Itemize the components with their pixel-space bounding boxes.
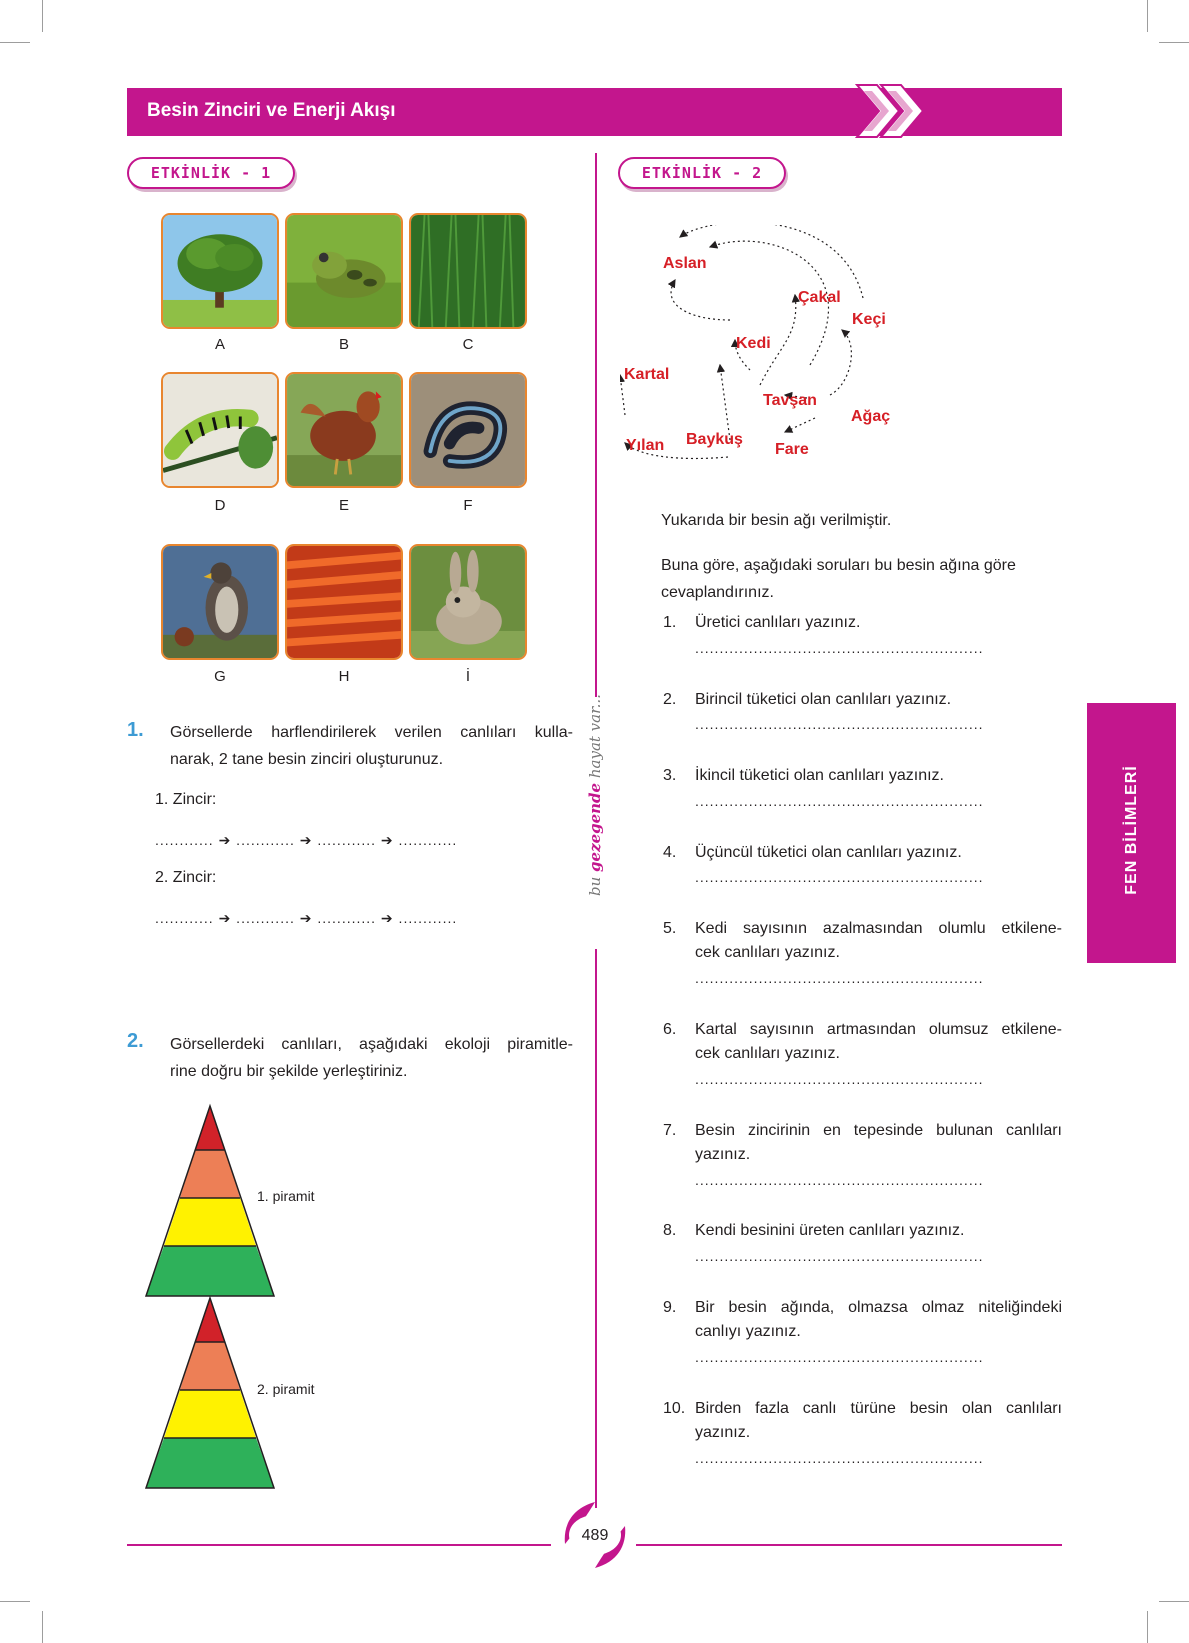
chain-blank[interactable]: ............ ➔ ............ ➔ ............ ➔ ............ bbox=[155, 832, 458, 848]
question-text: canlıyı yazınız. bbox=[695, 1323, 801, 1340]
pyramid-tier bbox=[180, 1150, 240, 1198]
question-text: Bir besin ağında, olmazsa olmaz niteliğindeki bbox=[695, 1299, 1062, 1316]
photo-caption: A bbox=[214, 336, 225, 353]
question-number: 7. bbox=[663, 1122, 677, 1139]
question-text: narak, 2 tane besin zinciri oluşturunuz. bbox=[170, 751, 444, 768]
activity-1-label: ETKİNLİK - 1 bbox=[127, 157, 295, 189]
question-text: Görsellerde harflendirilerek verilen canlıları kulla- bbox=[170, 724, 573, 741]
activity-2-label: ETKİNLİK - 2 bbox=[618, 157, 786, 189]
question-number: 5. bbox=[663, 920, 677, 937]
question-text: rine doğru bir şekilde yerleştiriniz. bbox=[170, 1063, 408, 1080]
frog-icon bbox=[287, 215, 401, 327]
grass-icon bbox=[411, 215, 525, 327]
question-text: Kartal sayısının artmasından olumsuz etkilene- bbox=[695, 1021, 1062, 1038]
intro-text: cevaplandırınız. bbox=[661, 584, 774, 601]
question-number: 2. bbox=[663, 691, 677, 708]
answer-blank[interactable]: ........................................................... bbox=[695, 1349, 984, 1365]
web-node-baykus: Baykuş bbox=[686, 431, 743, 448]
photo-hawk bbox=[161, 544, 279, 660]
chain-blank[interactable]: ............ ➔ ............ ➔ ............ ➔ ............ bbox=[155, 910, 458, 926]
question-number: 6. bbox=[663, 1021, 677, 1038]
question-text: yazınız. bbox=[695, 1146, 751, 1163]
page-number: 489 bbox=[581, 1527, 609, 1544]
footer-line bbox=[127, 1544, 551, 1546]
photo-caption: D bbox=[214, 497, 226, 514]
question-number: 3. bbox=[663, 767, 677, 784]
question-text: Birden fazla canlı türüne besin olan canlıları bbox=[695, 1400, 1062, 1417]
photo-caption: H bbox=[338, 668, 350, 685]
photo-rabbit bbox=[409, 544, 527, 660]
question-text: Kedi sayısının azalmasından olumlu etkilene- bbox=[695, 920, 1062, 937]
question-text: Görsellerdeki canlıları, aşağıdaki ekoloji piramitle- bbox=[170, 1036, 573, 1053]
web-node-cakal: Çakal bbox=[798, 289, 841, 306]
pyramid-2-label: 2. piramit bbox=[257, 1381, 315, 1397]
photo-caption: İ bbox=[465, 668, 471, 685]
pyramid-tier bbox=[180, 1342, 240, 1390]
tree-icon bbox=[163, 215, 277, 327]
footer-line bbox=[636, 1544, 1062, 1546]
question-number: 2. bbox=[127, 1030, 144, 1052]
answer-blank[interactable]: ........................................................... bbox=[695, 640, 984, 656]
motto: bu gezegende hayat var... bbox=[586, 694, 604, 896]
pyramid-tier bbox=[146, 1246, 274, 1296]
web-node-tavsan: Tavşan bbox=[763, 392, 817, 409]
question-text: Üretici canlıları yazınız. bbox=[695, 614, 861, 631]
web-node-kedi: Kedi bbox=[736, 335, 771, 352]
web-node-fare: Fare bbox=[775, 441, 809, 458]
photo-caption: F bbox=[463, 497, 473, 514]
question-number: 10. bbox=[663, 1400, 686, 1417]
web-node-keci: Keçi bbox=[852, 311, 886, 328]
pyramid-tier bbox=[164, 1198, 256, 1246]
question-text: Kendi besinini üreten canlıları yazınız. bbox=[695, 1222, 965, 1239]
question-text: yazınız. bbox=[695, 1424, 751, 1441]
question-text: cek canlıları yazınız. bbox=[695, 944, 840, 961]
chain-label: 1. Zincir: bbox=[155, 791, 217, 808]
question-number: 1. bbox=[127, 719, 144, 741]
pyramid-tier bbox=[195, 1298, 225, 1342]
web-node-kartal: Kartal bbox=[624, 366, 670, 383]
hen-icon bbox=[287, 374, 401, 486]
question-text: Üçüncül tüketici olan canlıları yazınız. bbox=[695, 844, 962, 861]
pyramid-tier bbox=[164, 1390, 256, 1438]
photo-grass bbox=[409, 213, 527, 329]
pyramid-tier bbox=[146, 1438, 274, 1488]
answer-blank[interactable]: ........................................................... bbox=[695, 1248, 984, 1264]
photo-caption: G bbox=[214, 668, 226, 685]
chain-label: 2. Zincir: bbox=[155, 869, 217, 886]
photo-caption: C bbox=[462, 336, 474, 353]
web-node-aslan: Aslan bbox=[663, 255, 707, 272]
photo-caption: E bbox=[338, 497, 349, 514]
web-node-yilan: Yılan bbox=[626, 437, 665, 454]
answer-blank[interactable]: ........................................................... bbox=[695, 1172, 984, 1188]
web-node-agac: Ağaç bbox=[851, 408, 891, 425]
pyramid-tier bbox=[195, 1106, 225, 1150]
question-text: İkincil tüketici olan canlıları yazınız. bbox=[695, 767, 944, 784]
intro-text: Yukarıda bir besin ağı verilmiştir. bbox=[661, 512, 892, 529]
question-text: cek canlıları yazınız. bbox=[695, 1045, 840, 1062]
question-number: 8. bbox=[663, 1222, 677, 1239]
question-number: 1. bbox=[663, 614, 677, 631]
rabbit-icon bbox=[411, 546, 525, 658]
carrots-icon bbox=[287, 546, 401, 658]
hawk-icon bbox=[163, 546, 277, 658]
page-title: Besin Zinciri ve Enerji Akışı bbox=[147, 100, 396, 121]
question-text: Besin zincirinin en tepesinde bulunan canlıları bbox=[695, 1122, 1062, 1139]
pyramid-1-label: 1. piramit bbox=[257, 1188, 315, 1204]
answer-blank[interactable]: ........................................................... bbox=[695, 970, 984, 986]
chevron-right-icon bbox=[855, 82, 925, 140]
caterpillar-icon bbox=[163, 374, 277, 486]
question-number: 9. bbox=[663, 1299, 677, 1316]
answer-blank[interactable]: ........................................................... bbox=[695, 869, 984, 885]
photo-caption: B bbox=[338, 336, 349, 353]
snake-icon bbox=[411, 374, 525, 486]
answer-blank[interactable]: ........................................................... bbox=[695, 716, 984, 732]
intro-text: Buna göre, aşağıdaki soruları bu besin ağına göre bbox=[661, 557, 1016, 574]
photo-hen bbox=[285, 372, 403, 488]
question-number: 4. bbox=[663, 844, 677, 861]
answer-blank[interactable]: ........................................................... bbox=[695, 1071, 984, 1087]
photo-caterpillar bbox=[161, 372, 279, 488]
subject-label: FEN BİLİMLERİ bbox=[1123, 765, 1140, 895]
answer-blank[interactable]: ........................................................... bbox=[695, 793, 984, 809]
photo-snake bbox=[409, 372, 527, 488]
photo-carrots bbox=[285, 544, 403, 660]
question-text: Birincil tüketici olan canlıları yazınız. bbox=[695, 691, 952, 708]
answer-blank[interactable]: ........................................................... bbox=[695, 1450, 984, 1466]
photo-tree bbox=[161, 213, 279, 329]
photo-frog bbox=[285, 213, 403, 329]
